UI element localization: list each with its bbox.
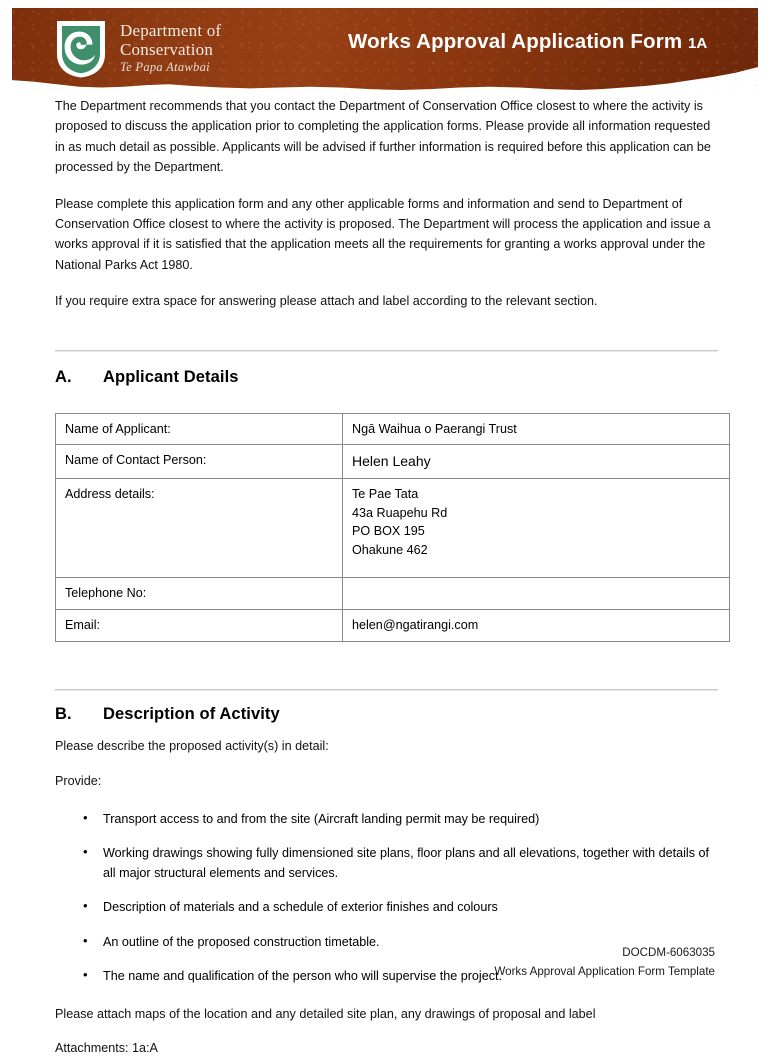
list-item: • Description of materials and a schedule of exterior finishes and colours [55, 897, 718, 917]
address-line: Ohakune 462 [352, 542, 428, 557]
intro-paragraph-3: If you require extra space for answering please attach and label according to the relevant section. [55, 294, 598, 309]
row-value-contact-person[interactable]: Helen Leahy [343, 445, 730, 479]
row-value-name-of-applicant[interactable]: Ngā Waihua o Paerangi Trust [343, 413, 730, 445]
table-row [56, 445, 730, 479]
logo-line-2: Conservation [120, 39, 214, 59]
address-line: Te Pae Tata [352, 487, 419, 502]
logo-line-3-maori: Te Papa Atawbai [120, 60, 210, 75]
doc-koru-shield-logo [54, 18, 108, 80]
logo-line-1: Department of [120, 21, 222, 41]
list-item: • Working drawings showing fully dimensioned site plans, floor plans and all elevations, together with details of all major structural elements and services. [55, 843, 718, 883]
doc-logo-wordmark [120, 22, 221, 75]
section-b-title: Description of Activity [103, 705, 280, 724]
row-value-address-details[interactable] [343, 479, 730, 578]
footer-doc-id: DOCDM-6063035 [622, 946, 715, 959]
table-row [56, 578, 730, 610]
page-title-suffix: 1A [688, 35, 708, 52]
row-value-email[interactable]: helen@ngatirangi.com [343, 610, 730, 642]
intro-paragraph-2: Please complete this application form and any other applicable forms and information and send to Department of Conservation Office closest to where the activity is proposed. The Department will process the application and issue a works approval if it is satisfied that the application meets all the requirements for granting a works approval under the National Parks Act 1980. [55, 196, 711, 272]
row-label-contact-person: Name of Contact Person: [56, 445, 343, 479]
intro-paragraph-1: The Department recommends that you contact the Department of Conservation Office closest to where the activity is proposed to discuss the application prior to completing the application forms. Please provide all information requested in as much detail as possible. Applicants will be advised if further information is required before this application can be processed by the Department. [55, 99, 711, 175]
content-column [55, 96, 718, 1059]
attachments-line: Attachments: 1a:A [55, 1041, 158, 1056]
table-row [56, 610, 730, 642]
row-label-telephone-no: Telephone No: [56, 578, 343, 610]
page-body [0, 96, 770, 1059]
doc-logo [54, 18, 221, 80]
address-line: PO BOX 195 [352, 524, 425, 539]
page-header-banner [12, 8, 758, 90]
row-value-telephone-no[interactable] [343, 578, 730, 610]
list-item: • Transport access to and from the site (Aircraft landing permit may be required) [55, 809, 718, 829]
page-title-main: Works Approval Application Form [348, 30, 689, 53]
section-b-closing: Please attach maps of the location and any detailed site plan, any drawings of proposal and label [55, 1006, 596, 1021]
row-label-address-details: Address details: [56, 479, 343, 578]
section-a-letter: A. [55, 367, 72, 386]
page-footer [494, 944, 715, 982]
applicant-details-table [55, 413, 730, 643]
section-b-lead: Please describe the proposed activity(s) in detail: [55, 739, 329, 754]
row-label-name-of-applicant: Name of Applicant: [56, 413, 343, 445]
page-title [348, 30, 707, 54]
address-line: 43a Ruapehu Rd [352, 505, 448, 520]
section-a-heading [55, 368, 718, 387]
section-a-title: Applicant Details [103, 367, 239, 386]
list-item: • The name and qualification of the person who will supervise the project. [55, 966, 718, 986]
section-b-letter: B. [55, 705, 72, 724]
list-item: • An outline of the proposed construction timetable. [55, 932, 718, 952]
row-label-email: Email: [56, 610, 343, 642]
table-row [56, 413, 730, 445]
provide-label: Provide: [55, 773, 102, 788]
footer-template-name: Works Approval Application Form Template [494, 964, 715, 978]
section-b-heading [55, 705, 718, 724]
table-row [56, 479, 730, 578]
